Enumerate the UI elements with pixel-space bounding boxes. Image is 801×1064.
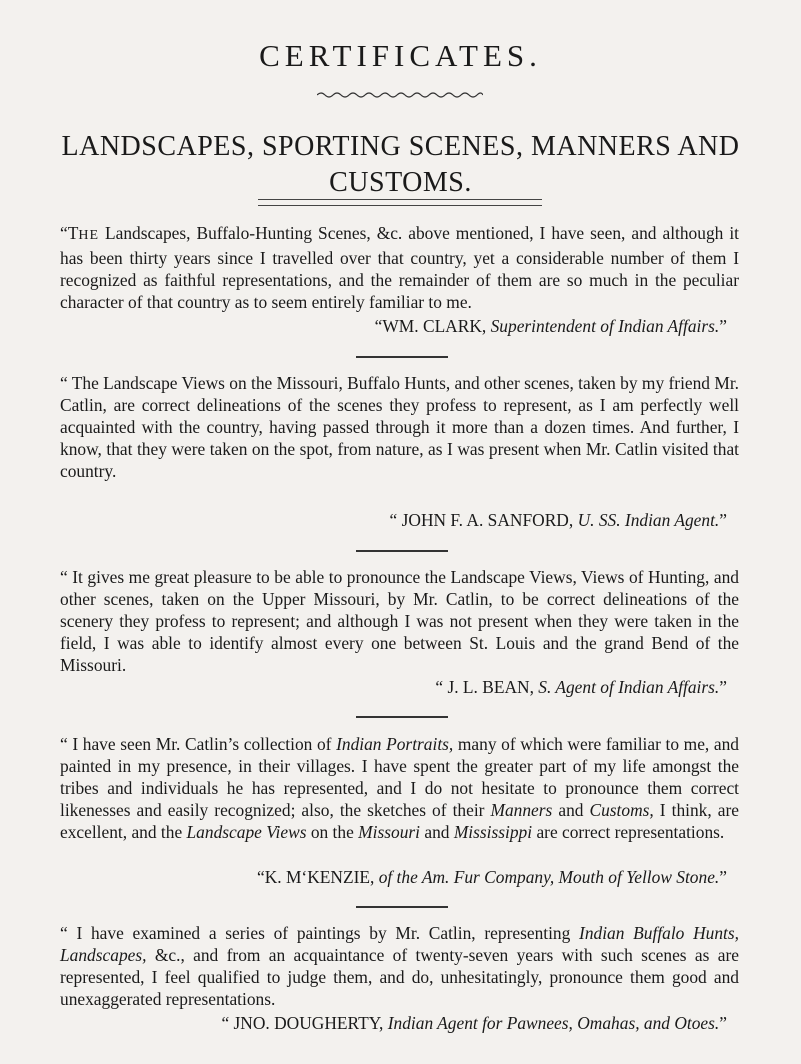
divider (356, 550, 448, 552)
certificate-mckenzie-text: “ I have seen Mr. Catlin’s collection of Indian Portraits, many of which were familiar to me, and painted in my presence, in their villages. I have spent the greater part of my life amongst the tribes and individuals he has represented, and I do not hesitate to pronounce them correct likenesses and easily recognized; also, the sketches of their Manners and Customs, I think, are excellent, and the Landscape Views on the Missouri and Mississippi are correct representations. (60, 734, 739, 842)
certificate-bean-text: “ It gives me great pleasure to be able to pronounce the Landscape Views, Views of Hunting, and other scenes, taken on the Upper Missouri, by Mr. Catlin, to be correct delineations of the scenery they profess to represent; and although I was not present when they were taken in the field, I was able to identify almost every one between St. Louis and the grand Bend of the Missouri. (60, 567, 739, 675)
ornament-squiggle (317, 90, 483, 100)
divider (356, 906, 448, 908)
page-title: CERTIFICATES. (259, 38, 542, 73)
certificate-dougherty-text: “ I have examined a series of paintings by Mr. Catlin, representing Indian Buffalo Hunts, Landscapes, &c., and from an acquaintance of twenty-seven years with such scenes as are represented, I feel qualified to judge them, and do, unhesitatingly, pronounce them good and unexaggerated representations. (60, 923, 740, 1009)
certificate-mckenzie-signature: “K. M‘KENZIE, of the Am. Fur Company, Mouth of Yellow Stone.” (256, 867, 727, 887)
certificate-sanford-text: “ The Landscape Views on the Missouri, Buffalo Hunts, and other scenes, taken by my friend Mr. Catlin, are correct delineations of the scenes they profess to represent, as I am perfectly well acquainted with the country, having passed through it more than a dozen times. And further, I know, that they were taken on the spot, from nature, as I was present when Mr. Catlin visited that country. (60, 373, 739, 481)
certificate-clark-text: “THE Landscapes, Buffalo-Hunting Scenes, &c. above mentioned, I have seen, and although it has been thirty years since I travelled over that country, yet a considerable number of them I recognized as faithful representations, and the remainder of them are so much in the peculiar character of that country as to seem entirely familiar to me. (60, 223, 739, 312)
double-divider (258, 199, 542, 206)
certificate-dougherty-signature: “ JNO. DOUGHERTY, Indian Agent for Pawnees, Omahas, and Otoes.” (221, 1013, 727, 1033)
page-subtitle: LANDSCAPES, SPORTING SCENES, MANNERS AND CUSTOMS. (61, 131, 740, 198)
certificate-bean-signature: “ J. L. BEAN, S. Agent of Indian Affairs.” (435, 677, 727, 697)
certificate-clark-signature: “WM. CLARK, Superintendent of Indian Affairs.” (374, 316, 727, 336)
certificate-sanford-signature: “ JOHN F. A. SANFORD, U. SS. Indian Agent.” (389, 510, 727, 530)
divider (356, 356, 448, 358)
divider (356, 716, 448, 718)
